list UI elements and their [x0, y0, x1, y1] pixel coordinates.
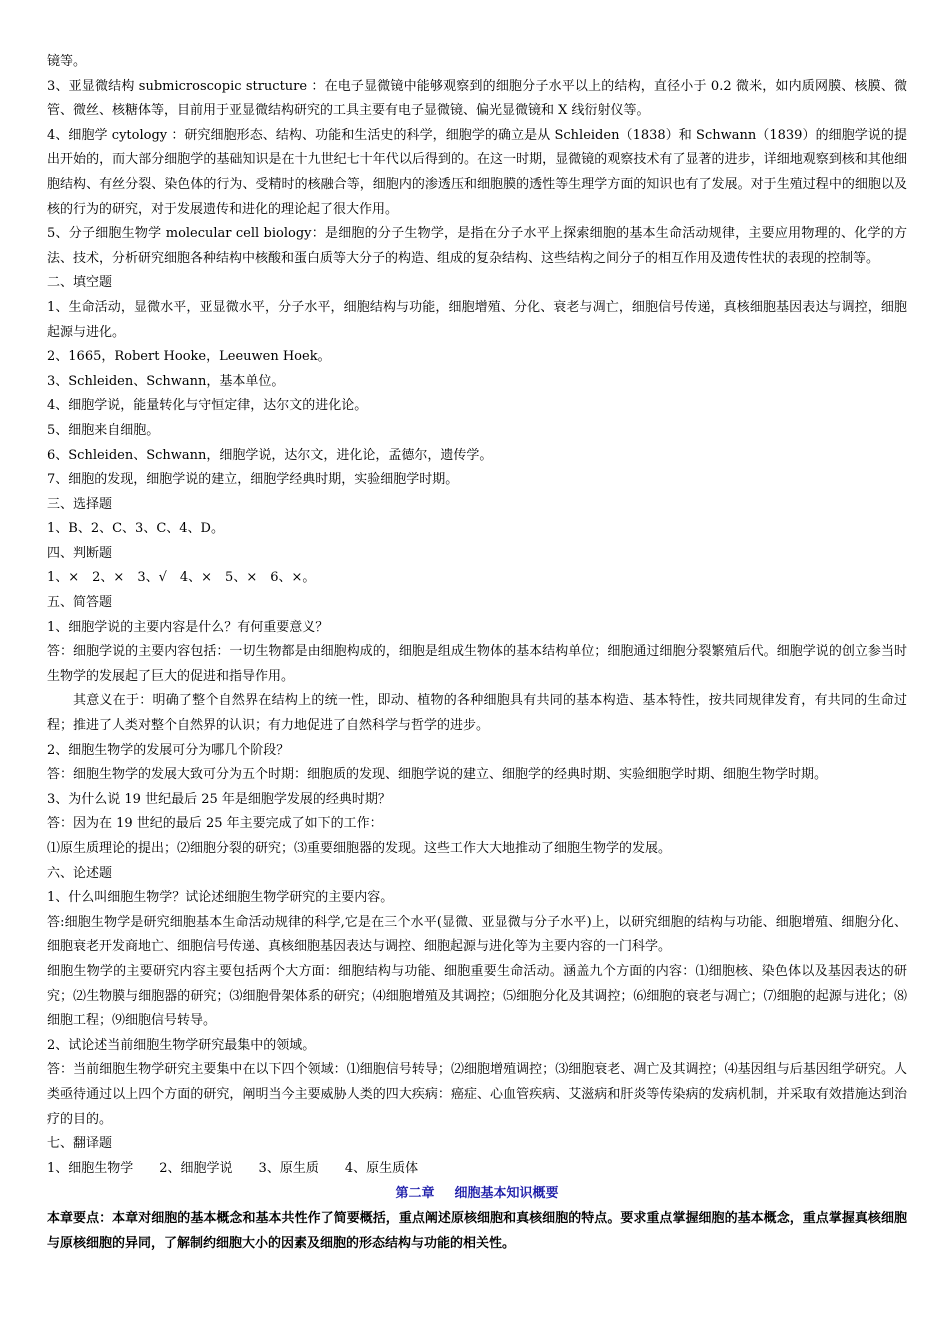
- answer-item: 2、1665，Robert Hooke，Leeuwen Hoek。: [47, 349, 331, 365]
- answer-item: 4、细胞学说，能量转化与守恒定律，达尔文的进化论。: [47, 398, 368, 414]
- answer-paragraph-indented: 其意义在于：明确了整个自然界在结构上的统一性，即动、植物的各种细胞具有共同的基本构造、基本特性，按共同规律发育，有共同的生命过程；推进了人类对整个自然界的认识；有力地促进了自然科学与哲学的进步。: [47, 693, 907, 734]
- question: 1、细胞学说的主要内容是什么？有何重要意义？: [47, 619, 329, 635]
- answer-paragraph: 细胞生物学的主要研究内容主要包括两个大方面：细胞结构与功能、细胞重要生命活动。涵盖九个方面的内容：⑴细胞核、染色体以及基因表达的研究；⑵生物膜与细胞器的研究；⑶细胞骨架体系的研究；⑷细胞增殖及其调控；⑸细胞分化及其调控；⑹细胞的衰老与凋亡；⑺细胞的起源与进化；⑻细胞工程；⑼细胞信号转导。: [47, 963, 907, 1029]
- question: 3、为什么说 19 世纪最后 25 年是细胞学发展的经典时期？: [47, 791, 391, 807]
- question: 1、什么叫细胞生物学？试论述细胞生物学研究的主要内容。: [47, 890, 394, 906]
- section-heading-fill-in: 二、填空题: [47, 275, 113, 291]
- answer-item: 1、细胞生物学 2、细胞学说 3、原生质 4、原生质体: [47, 1160, 419, 1176]
- section-heading-short-answer: 五、简答题: [47, 595, 113, 611]
- chapter-title: 细胞基本知识概要: [454, 1186, 559, 1202]
- chapter-key-points: 本章要点：本章对细胞的基本概念和基本共性作了简要概括，重点阐述原核细胞和真核细胞的特点。要求重点掌握细胞的基本概念，重点掌握真核细胞与原核细胞的异同，了解制约细胞大小的因素及细胞的形态结构与功能的相关性。: [47, 1210, 907, 1251]
- answer-item: 1、B、2、C、3、C、4、D。: [47, 521, 224, 537]
- question: 2、细胞生物学的发展可分为哪几个阶段？: [47, 742, 290, 758]
- answer-paragraph: 答：因为在 19 世纪的最后 25 年主要完成了如下的工作：: [47, 816, 383, 832]
- answer-paragraph: 答：细胞学说的主要内容包括：一切生物都是由细胞构成的，细胞是组成生物体的基本结构单位；细胞通过细胞分裂繁殖后代。细胞学说的创立参当时生物学的发展起了巨大的促进和指导作用。: [47, 644, 907, 684]
- answer-item: 5、细胞来自细胞。: [47, 422, 160, 438]
- chapter-heading: [47, 1182, 907, 1207]
- definition-cytology: 4、细胞学 cytology ：研究细胞形态、结构、功能和生活史的科学，细胞学的确立是从 Schleiden（1838）和 Schwann（1839）的细胞学说的提出开始的，而大部分细胞学的基础知识是在十九世纪七十年代以后得到的。在这一时期，显微镜的观察技术有了显著的进步，详细地观察到核和其他细胞结构、有丝分裂、染色体的行为、受精时的核融合等，细胞内的渗透压和细胞膜的透性等生理学方面的知识也有了发展。对于生殖过程中的细胞以及核的行为的研究，对于发展遗传和进化的理论起了很大作用。: [47, 127, 907, 217]
- answer-paragraph: 答:细胞生物学是研究细胞基本生命活动规律的科学,它是在三个水平(显微、亚显微与分子水平)上，以研究细胞的结构与功能、细胞增殖、细胞分化、细胞衰老开发商地亡、细胞信号传递、真核细胞基因表达与调控、细胞起源与进化等为主要内容的一门科学。: [47, 914, 907, 955]
- question: 2、试论述当前细胞生物学研究最集中的领域。: [47, 1037, 316, 1053]
- answer-paragraph: ⑴原生质理论的提出；⑵细胞分裂的研究；⑶重要细胞器的发现。这些工作大大地推动了细胞生物学的发展。: [47, 841, 672, 856]
- paragraph-continuation: 镜等。: [47, 54, 87, 69]
- answer-item: 1、× 2、× 3、√ 4、× 5、× 6、×。: [47, 570, 316, 586]
- section-heading-true-false: 四、判断题: [47, 545, 113, 561]
- section-heading-translation: 七、翻译题: [47, 1136, 113, 1152]
- answer-paragraph: 答：细胞生物学的发展大致可分为五个时期：细胞质的发现、细胞学说的建立、细胞学的经典时期、实验细胞学时期、细胞生物学时期。: [47, 767, 828, 783]
- document-page: [47, 50, 907, 1256]
- answer-item: 7、细胞的发现，细胞学说的建立，细胞学经典时期，实验细胞学时期。: [47, 472, 459, 488]
- answer-paragraph: 答：当前细胞生物学研究主要集中在以下四个领域：⑴细胞信号转导；⑵细胞增殖调控；⑶细胞衰老、凋亡及其调控；⑷基因组与后基因组学研究。人类亟待通过以上四个方面的研究，阐明当今主要威胁人类的四大疾病：癌症、心血管疾病、艾滋病和肝炎等传染病的发病机制，并采取有效措施达到治疗的目的。: [47, 1062, 907, 1127]
- answer-item: 3、Schleiden、Schwann，基本单位。: [47, 373, 285, 389]
- chapter-number: 第二章: [395, 1186, 435, 1202]
- definition-molecular-cell-biology: 5、分子细胞生物学 molecular cell biology：是细胞的分子生物学，是指在分子水平上探索细胞的基本生命活动规律，主要应用物理的、化学的方法、技术，分析研究细胞各种结构中核酸和蛋白质等大分子的构造、组成的复杂结构、这些结构之间分子的相互作用及遗传性状的表现的控制等。: [47, 226, 907, 266]
- answer-item: 6、Schleiden、Schwann，细胞学说，达尔文，进化论，孟德尔，遗传学。: [47, 447, 493, 463]
- section-heading-multiple-choice: 三、选择题: [47, 496, 113, 512]
- answer-item: 1、生命活动，显微水平，亚显微水平，分子水平，细胞结构与功能，细胞增殖、分化、衰老与凋亡，细胞信号传递，真核细胞基因表达与调控，细胞起源与进化。: [47, 299, 907, 340]
- definition-submicroscopic-structure: 3、亚显微结构 submicroscopic structure ：在电子显微镜中能够观察到的细胞分子水平以上的结构，直径小于 0.2 微米，如内质网膜、核膜、微管、微丝、核糖体等，目前用于亚显微结构研究的工具主要有电子显微镜、偏光显微镜和 X 线衍射仪等。: [47, 78, 907, 119]
- section-heading-essay: 六、论述题: [47, 865, 113, 881]
